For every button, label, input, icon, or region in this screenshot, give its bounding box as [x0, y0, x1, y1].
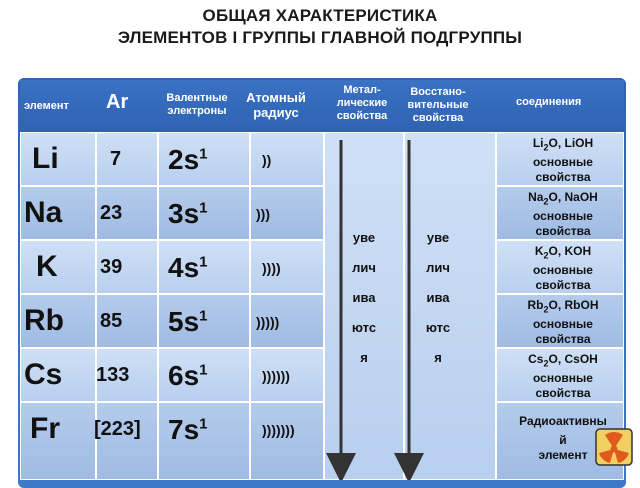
- element-symbol: Li: [32, 142, 59, 175]
- header-element: элемент: [24, 100, 69, 112]
- electron-config: [168, 198, 208, 230]
- reduce-trend-word: ютс: [425, 320, 451, 335]
- compound-rest: O, NaOH: [548, 190, 598, 204]
- compound-subscript: 2: [543, 196, 549, 207]
- compound-formula: [497, 136, 629, 155]
- atomic-mass: 39: [100, 256, 123, 278]
- compound-element: K: [534, 244, 544, 258]
- compound-subscript: 2: [543, 142, 549, 153]
- compound-property-line-1: основные: [533, 371, 593, 386]
- compound-property-line-1: основные: [533, 209, 593, 224]
- compound-subscript: 2: [543, 304, 549, 315]
- electron-config-main: 7s: [168, 414, 200, 445]
- compound-formula: [497, 298, 629, 317]
- compound-formula: [497, 244, 629, 263]
- metal-trend-word: лич: [352, 260, 376, 275]
- atomic-radius: )))): [262, 260, 281, 276]
- header-radius-line-1: Атомный: [246, 90, 306, 105]
- compound-formula: [497, 190, 629, 209]
- header-reduce-line-2: вительные: [407, 99, 469, 111]
- metal-trend-word: я: [360, 350, 368, 365]
- atomic-mass: [223]: [94, 418, 141, 440]
- element-symbol: K: [36, 250, 58, 283]
- reduce-trend-word: уве: [426, 230, 450, 245]
- atomic-mass: 133: [96, 364, 130, 386]
- radioactive-icon: [594, 427, 634, 467]
- atomic-mass: 85: [100, 310, 123, 332]
- atomic-radius: ))))): [256, 314, 280, 330]
- atomic-mass: 7: [110, 148, 122, 170]
- compound-property-line-2: элемент: [538, 448, 588, 463]
- compound-formula: [497, 352, 629, 371]
- electron-config: [168, 252, 208, 284]
- compound-rest: O, CsOH: [548, 352, 598, 366]
- electron-config-main: 2s: [168, 144, 200, 175]
- atomic-mass: 23: [100, 202, 123, 224]
- header-metal-line-2: лические: [336, 97, 388, 109]
- compound-property-line-1: основные: [533, 263, 593, 278]
- electron-config-superscript: 1: [199, 253, 208, 271]
- compounds-cell: [497, 244, 629, 293]
- reduce-trend-word: я: [434, 350, 442, 365]
- compounds-cell: [497, 136, 629, 185]
- element-symbol: Fr: [30, 412, 60, 445]
- header-metal-line-1: Метал-: [343, 84, 381, 96]
- electron-config: [168, 414, 208, 446]
- header-radius-line-2: радиус: [253, 105, 299, 120]
- compound-element: Na: [528, 190, 544, 204]
- compound-subscript: 2: [543, 250, 549, 261]
- electron-config-superscript: 1: [199, 415, 208, 433]
- header-ar: Ar: [106, 91, 129, 113]
- compound-element: Rb: [527, 298, 544, 312]
- electron-config: [168, 144, 208, 176]
- compound-property-line-2: свойства: [535, 170, 591, 185]
- electron-config-superscript: 1: [199, 199, 208, 217]
- compound-rest: O, KOH: [548, 244, 592, 258]
- reduce-trend-word: лич: [426, 260, 450, 275]
- electron-config-superscript: 1: [199, 307, 208, 325]
- electron-config: [168, 360, 208, 392]
- electron-config-main: 5s: [168, 306, 200, 337]
- compounds-cell: [497, 190, 629, 239]
- electron-config-superscript: 1: [199, 145, 208, 163]
- compound-property-line-2: свойства: [535, 332, 591, 347]
- header-compounds: соединения: [516, 96, 582, 108]
- compound-property-line-2: свойства: [535, 386, 591, 401]
- metal-trend-word: уве: [352, 230, 376, 245]
- compound-element: Li: [532, 136, 544, 150]
- compound-property-line-1: основные: [533, 317, 593, 332]
- compound-rest: O, RbOH: [548, 298, 599, 312]
- compound-property-line-1: й: [559, 433, 567, 448]
- header-metal-line-3: свойства: [336, 110, 388, 122]
- compounds-cell: [497, 352, 629, 401]
- compound-subscript: 2: [543, 358, 549, 369]
- electron-config-main: 3s: [168, 198, 200, 229]
- electron-config-main: 6s: [168, 360, 200, 391]
- header-valence-line-1: Валентные: [166, 92, 228, 104]
- page-title-line-1: ОБЩАЯ ХАРАКТЕРИСТИКА: [202, 6, 438, 25]
- reduce-trend-word: ива: [426, 290, 450, 305]
- compound-rest: O, LiOH: [548, 136, 594, 150]
- atomic-radius: ))): [256, 206, 270, 222]
- header-valence-line-2: электроны: [167, 105, 227, 117]
- electron-config-main: 4s: [168, 252, 200, 283]
- compound-property-line-1: основные: [533, 155, 593, 170]
- element-symbol: Cs: [24, 358, 63, 391]
- electron-config: [168, 306, 208, 338]
- element-symbol: Na: [24, 196, 63, 229]
- header-reduce-line-1: Восстано-: [410, 86, 466, 98]
- atomic-radius: )))))): [262, 368, 290, 384]
- atomic-radius: ))))))): [262, 422, 295, 438]
- compound-element: Cs: [528, 352, 544, 366]
- electron-config-superscript: 1: [199, 361, 208, 379]
- compounds-cell: [497, 298, 629, 347]
- element-symbol: Rb: [24, 304, 64, 337]
- metal-trend-word: ютс: [351, 320, 377, 335]
- header-reduce-line-3: свойства: [412, 112, 464, 124]
- compound-property-line-2: свойства: [535, 224, 591, 239]
- page-title-line-2: ЭЛЕМЕНТОВ I ГРУППЫ ГЛАВНОЙ ПОДГРУППЫ: [117, 28, 523, 47]
- compound-property-line-2: свойства: [535, 278, 591, 293]
- atomic-radius: )): [262, 152, 272, 168]
- compound-element: Радиоактивны: [519, 414, 607, 428]
- metal-trend-word: ива: [352, 290, 376, 305]
